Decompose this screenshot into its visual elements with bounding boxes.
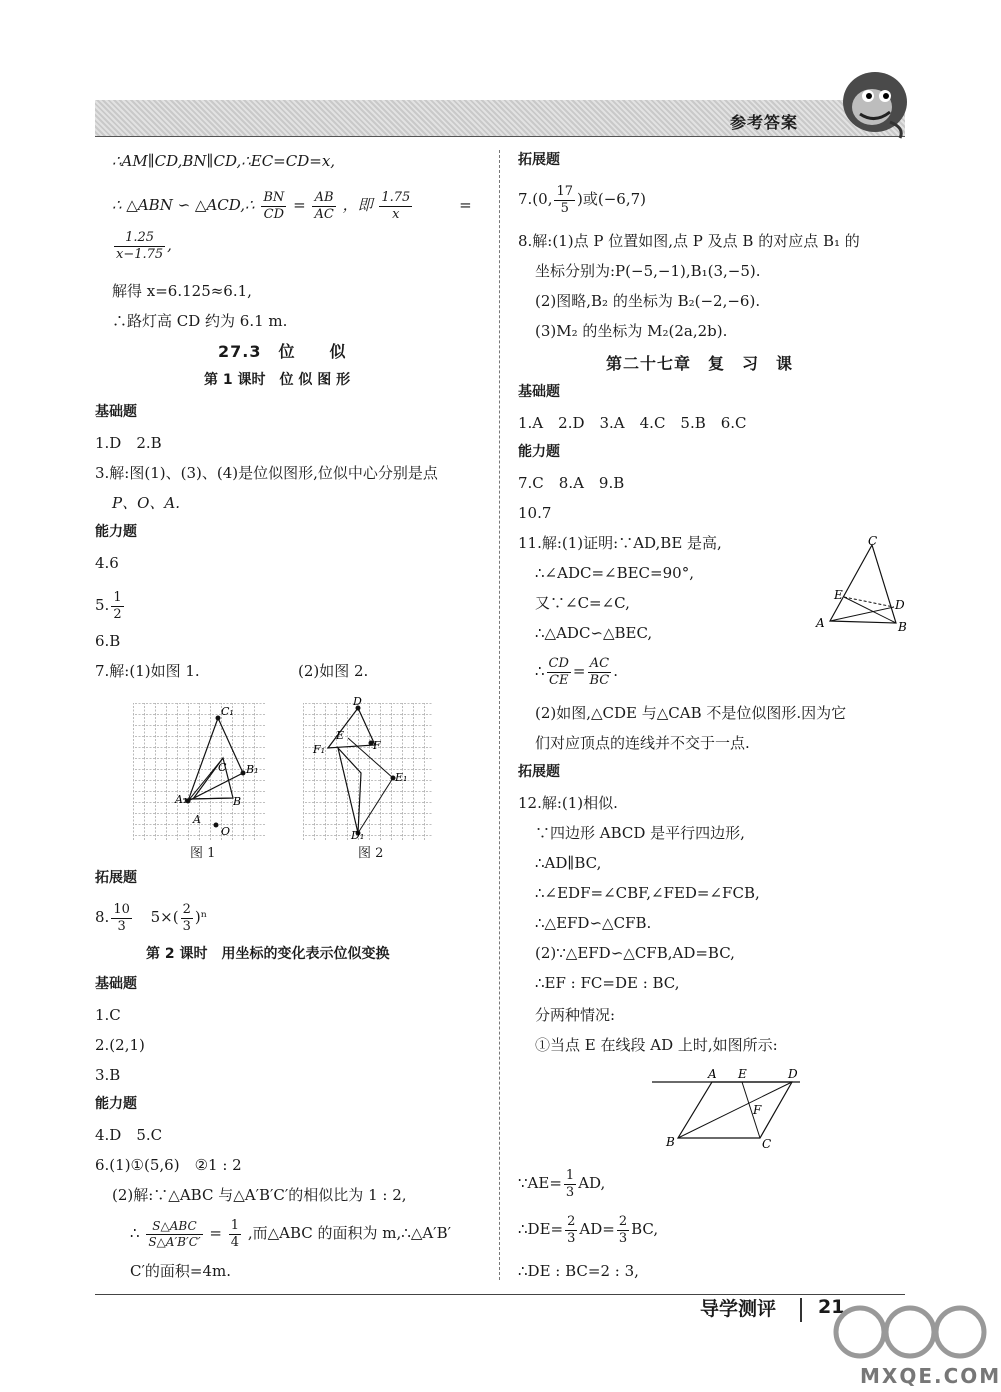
svg-text:A: A [193, 813, 201, 826]
text-line: $\frac{1.25}{x-1.75}$ , [116, 230, 172, 262]
lesson-title: 第 2 课时 用坐标的变化表示位似变换 [146, 946, 390, 962]
answer-line: 3.解:图(1)、(3)、(4)是位似图形,位似中心分别是点 [95, 464, 438, 482]
svg-text:D₁: D₁ [351, 829, 365, 842]
answer-line: ∵四边形 ABCD 是平行四边形, [535, 824, 745, 842]
answer-line: ∴△EFD∽△CFB. [535, 914, 652, 932]
answer-line: (2)如图,△CDE 与△CAB 不是位似图形.因为它 [535, 704, 847, 722]
svg-text:A: A [816, 616, 825, 630]
svg-text:E: E [738, 1067, 747, 1081]
svg-text:B₁: B₁ [246, 763, 259, 776]
figure-caption: 图 2 [358, 846, 384, 861]
answer-line: ∵AE= $\frac{1}{3}$ AD, [518, 1168, 606, 1200]
grid-figure-1 [133, 703, 265, 841]
answer-line: ∴ $\frac{CD}{CE}$ = $\frac{AC}{BC}$ . [535, 656, 619, 688]
svg-text:D: D [788, 1067, 798, 1081]
svg-text:B: B [666, 1135, 675, 1149]
text-line: 解得 x=6.125≈6.1, [112, 282, 252, 300]
answer-line: 1.C [95, 1006, 121, 1024]
svg-text:F: F [373, 739, 381, 752]
answer-line: ∴△ADC∽△BEC, [535, 624, 653, 642]
answer-line: 6.B [95, 632, 121, 650]
svg-text:D: D [353, 695, 362, 708]
text-line: ∴路灯高 CD 约为 6.1 m. [112, 312, 288, 330]
svg-text:E: E [336, 729, 345, 742]
answer-line: 5. $\frac{1}{2}$ [95, 590, 122, 622]
section-heading: 拓展题 [518, 152, 560, 168]
triangle-diagram [812, 533, 910, 635]
footer-brand: 导学测评 [700, 1298, 777, 1320]
answer-line: 7.(0, $\frac{17}{5}$ )或(−6,7) [518, 184, 647, 216]
svg-text:B: B [233, 795, 242, 808]
answer-line: ∴DE : BC=2 : 3, [518, 1262, 639, 1280]
answer-line: (3)M₂ 的坐标为 M₂(2a,2b). [535, 322, 728, 340]
section-heading: 基础题 [518, 384, 560, 400]
answer-line: (2)如图 2. [298, 662, 369, 680]
svg-text:C: C [868, 534, 878, 548]
figure-caption: 图 1 [190, 846, 216, 861]
svg-text:C₁: C₁ [221, 705, 234, 718]
answer-line: 4.6 [95, 554, 119, 572]
answer-line: 8.解:(1)点 P 位置如图,点 P 及点 B 的对应点 B₁ 的 [518, 232, 860, 250]
answer-line: 1.D 2.B [95, 434, 162, 452]
page-number: 21 [818, 1296, 845, 1318]
section-heading: 拓展题 [95, 870, 137, 886]
answer-line: (2)∵△EFD∽△CFB,AD=BC, [535, 944, 735, 962]
svg-text:D: D [895, 598, 905, 612]
svg-text:E₁: E₁ [395, 771, 408, 784]
section-heading: 基础题 [95, 976, 137, 992]
answer-line: 11.解:(1)证明:∵AD,BE 是高, [518, 534, 722, 552]
svg-text:A: A [708, 1067, 717, 1081]
section-heading: 能力题 [95, 1096, 137, 1112]
footer-rule [95, 1294, 905, 1295]
answer-line: ∴EF : FC=DE : BC, [535, 974, 680, 992]
answer-line: ∴∠ADC=∠BEC=90°, [535, 564, 694, 582]
section-title: 27.3 位 似 [218, 342, 347, 361]
answer-line: 6.(1)①(5,6) ②1 : 2 [95, 1156, 242, 1174]
watermark-text: MXQE.COM [860, 1364, 1001, 1388]
parallelogram-diagram [650, 1066, 810, 1152]
section-heading: 拓展题 [518, 764, 560, 780]
answer-line: 1.A 2.D 3.A 4.C 5.B 6.C [518, 414, 747, 432]
answer-line: (2)解:∵△ABC 与△A′B′C′的相似比为 1 : 2, [112, 1186, 407, 1204]
mascot-icon [830, 62, 920, 142]
answer-line: 3.B [95, 1066, 121, 1084]
svg-text:O: O [221, 825, 231, 838]
grid-figure-2 [303, 695, 433, 842]
svg-text:E: E [834, 588, 843, 602]
svg-text:F₁: F₁ [313, 743, 326, 756]
lesson-title: 第 1 课时 位 似 图 形 [204, 372, 351, 388]
header-rule [95, 136, 905, 137]
answer-line: ∴DE= $\frac{2}{3}$ AD= $\frac{2}{3}$ BC, [518, 1214, 659, 1246]
section-heading: 能力题 [518, 444, 560, 460]
footer-separator [800, 1298, 802, 1322]
header-title: 参考答案 [730, 113, 799, 132]
answer-line: 又∵∠C=∠C, [535, 594, 630, 612]
text-line: ∴AM∥CD,BN∥CD,∴EC=CD=x, [112, 152, 336, 170]
answer-line: 8. $\frac{10}{3}$ 5×( $\frac{2}{3}$ )ⁿ [95, 902, 208, 934]
answer-line: 7.解:(1)如图 1. [95, 662, 200, 680]
svg-text:C: C [762, 1137, 772, 1151]
answer-line: ∴∠EDF=∠CBF,∠FED=∠FCB, [535, 884, 760, 902]
svg-text:B: B [898, 620, 907, 634]
svg-text:C: C [218, 761, 227, 774]
answer-line: 们对应顶点的连线并不交于一点. [535, 734, 750, 752]
text-line: ∴ △ABN ∽ △ACD,∴ $\frac{BN}{CD}$ = $\frac{AB}{AC}$ ，即 $\frac{1.75}{x}$ = [112, 190, 472, 222]
answer-line: 4.D 5.C [95, 1126, 163, 1144]
chapter-title: 第二十七章 复 习 课 [606, 354, 794, 373]
answer-line: 10.7 [518, 504, 552, 522]
answer-line: 2.(2,1) [95, 1036, 145, 1054]
answer-line: P、O、A. [112, 494, 180, 512]
answer-line: 分两种情况: [535, 1006, 616, 1024]
answer-line: 7.C 8.A 9.B [518, 474, 625, 492]
answer-line: 12.解:(1)相似. [518, 794, 618, 812]
answer-line: ∴AD∥BC, [535, 854, 602, 872]
answer-line: C′的面积=4m. [130, 1262, 231, 1280]
section-heading: 基础题 [95, 404, 137, 420]
answer-line: (2)图略,B₂ 的坐标为 B₂(−2,−6). [535, 292, 761, 310]
answer-line: ①当点 E 在线段 AD 上时,如图所示: [535, 1036, 778, 1054]
svg-text:F: F [753, 1103, 762, 1117]
answer-line: ∴ $\frac{\text{S△ABC}}{S\triangle A'B'C'}$ = $\frac{1}{4}$ ,而△ABC 的面积为 m,∴△A′B′ [130, 1218, 452, 1250]
svg-text:A₁: A₁ [175, 793, 188, 806]
column-divider [499, 150, 500, 1280]
answer-line: 坐标分别为:P(−5,−1),B₁(3,−5). [535, 262, 761, 280]
section-heading: 能力题 [95, 524, 137, 540]
